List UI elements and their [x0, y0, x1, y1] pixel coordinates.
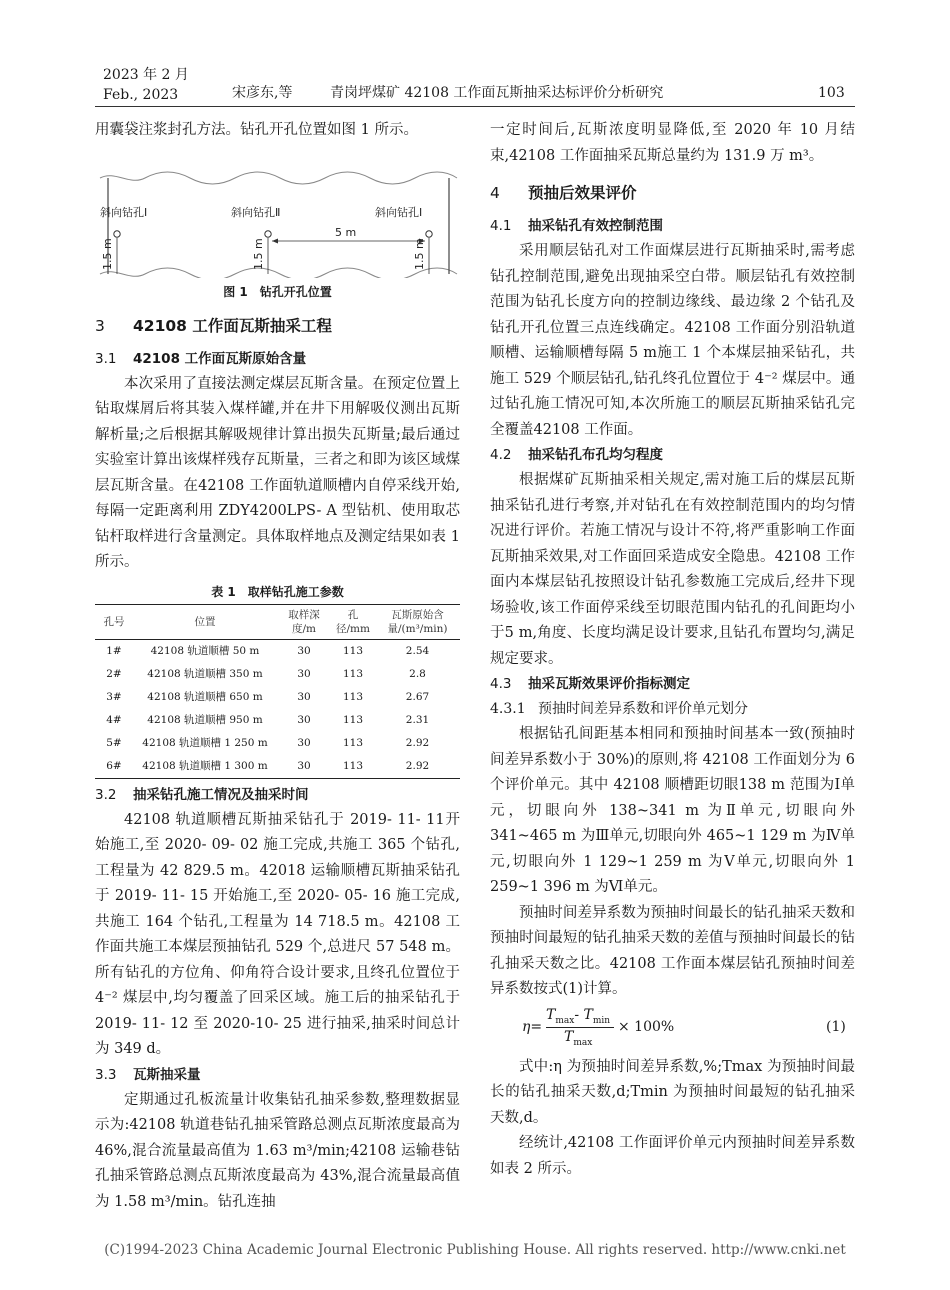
table-cell: 42108 轨道顺槽 950 m — [147, 714, 263, 726]
table-cell: 113 — [342, 645, 364, 657]
borehole-2 — [265, 230, 271, 236]
equation-1 — [490, 1007, 855, 1053]
table-row — [95, 663, 460, 686]
table-header-row — [95, 604, 460, 639]
table-cell: 113 — [331, 755, 375, 779]
table-header-cell: 孔径/mm — [331, 604, 375, 639]
eq-term: - T — [574, 1006, 593, 1023]
section-3-heading — [95, 314, 460, 339]
table-cell: 30 — [277, 755, 331, 779]
table-cell: 30 — [297, 691, 311, 703]
table-cell: 42108 轨道顺槽 1 250 m — [142, 737, 268, 749]
table-cell: 2# — [106, 668, 122, 680]
table-cell: 6# — [95, 755, 133, 779]
table-1-caption: 表 1 取样钻孔施工参数 — [211, 584, 344, 599]
table-row — [95, 709, 460, 732]
equation-lhs: η= — [522, 1018, 543, 1035]
section-title: 抽采钻孔施工情况及抽采时间 — [133, 786, 309, 803]
label-height-2: 1.5 m — [252, 237, 265, 270]
label-height-1: 1.5 m — [101, 237, 114, 270]
label-spacing: 5 m — [335, 225, 357, 239]
paragraph: 42108 轨道顺槽瓦斯抽采钻孔于 2019- 11- 11开始施工,至 2020- 09- 02 施工完成,共施工 365 个钻孔,工程量为 42 829.5 m。42018 运输顺槽瓦斯抽采钻孔于 2019- 11- 15 开始施工,至 2020- 05- 16 施工完成,共施工 164 个钻孔,工程量为 14 718.5 m。42108 工作面共施工本煤层预抽钻孔 529 个,总进尺 57 548 m。所有钻孔的方位角、仰角符合设计要求,且终孔位置位于 4⁻² 煤层中,均匀覆盖了回采区域。施工后的抽采钻孔于 2019- 11- 12 至 2020-10- 25 进行抽采,抽采时间总计为 349 d。 — [95, 811, 460, 1057]
table-row — [95, 639, 460, 663]
eq-sub: max — [573, 1037, 593, 1048]
header-title: 青岗坪煤矿 42108 工作面瓦斯抽采达标评价分析研究 — [330, 85, 664, 101]
equation-denominator — [564, 1029, 592, 1048]
section-number: 3 — [95, 316, 105, 335]
section-title: 预抽后效果评价 — [528, 184, 637, 202]
borehole-diagram — [95, 146, 460, 278]
paragraph: 根据钻孔间距基本相同和预抽时间基本一致(预抽时间差异系数小于 30%)的原则,将 42108 工作面划分为 6 个评价单元。其中 42108 顺槽距切眼138 m 范围为Ⅰ单元，切眼向外 138~341 m 为Ⅱ单元,切眼向外 341~465 m 为Ⅲ单元,切眼向外 465~1 129 m 为Ⅳ单元,切眼向外 1 129~1 259 m 为Ⅴ单元,切眼向外 1 259~1 396 m 为Ⅵ单元。 — [490, 726, 855, 895]
section-3-1-heading — [95, 347, 460, 372]
header-date-cn: 2023 年 2 月 — [103, 67, 189, 83]
table-cell: 30 — [297, 737, 311, 749]
paragraph: 用囊袋注浆封孔方法。钻孔开孔位置如图 1 所示。 — [95, 122, 418, 138]
figure-1-caption: 图 1 钻孔开孔位置 — [223, 284, 332, 299]
table-cell: 113 — [342, 714, 364, 726]
section-3-2-heading — [95, 783, 460, 808]
table-header-cell: 取样深度/m — [277, 604, 331, 639]
equation-multiplier: × 100% — [618, 1018, 675, 1035]
paragraph: 本次采用了直接法测定煤层瓦斯含量。在预定位置上钻取煤屑后将其装入煤样罐,并在井下用解吸仪测出瓦斯解析量;之后根据其解吸规律计算出损失瓦斯量;最后通过实验室计算出该煤样残存瓦斯量，三者之和即为该区域煤层瓦斯含量。在42108 工作面轨道顺槽内自停采线开始,每隔一定距离利用 ZDY4200LPS- A 型钻机、使用取芯钻杆取样进行含量测定。具体取样地点及测定结果如表 1所示。 — [95, 375, 460, 570]
table-header-cell: 孔号 — [95, 604, 133, 639]
table-row — [95, 755, 460, 779]
table-cell: 113 — [342, 691, 364, 703]
table-1 — [95, 604, 460, 779]
eq-term: T — [564, 1028, 574, 1045]
section-4-1-heading — [490, 214, 855, 239]
section-number: 3.3 — [95, 1066, 117, 1083]
section-title: 抽采钻孔布孔均匀程度 — [528, 447, 663, 463]
section-number: 4 — [490, 184, 500, 202]
section-number: 4.3.1 — [490, 701, 526, 717]
section-title: 预抽时间差异系数和评价单元划分 — [538, 701, 748, 717]
paragraph: 一定时间后,瓦斯浓度明显降低,至 2020 年 10 月结束,42108 工作面抽采瓦斯总量约为 131.9 万 m³。 — [490, 122, 855, 164]
copyright-footer: (C)1994-2023 China Academic Journal Electronic Publishing House. All rights reserved. http://www.cnki.net — [104, 1242, 846, 1258]
figure-1 — [95, 146, 460, 278]
table-cell: 42108 轨道顺槽 1 300 m — [133, 755, 277, 779]
eq-term: T — [546, 1006, 556, 1023]
table-cell: 2.92 — [375, 755, 460, 779]
paragraph: 预抽时间差异系数为预抽时间最长的钻孔抽采天数和预抽时间最短的钻孔抽采天数的差值与预抽时间最长的钻孔抽采天数之比。42108 工作面本煤层钻孔预抽时间差异系数按式(1)计算。 — [490, 904, 855, 997]
table-header-cell: 位置 — [133, 604, 277, 639]
paragraph: 采用顺层钻孔对工作面煤层进行瓦斯抽采时,需考虑钻孔控制范围,避免出现抽采空白带。顺层钻孔有效控制范围为钻孔长度方向的控制边缘线、最边缘 2 个钻孔及钻孔开孔位置三点连线确定。42108 工作面分别沿轨道顺槽、运输顺槽每隔 5 m施工 1 个本煤层抽采钻孔，共施工 529 个顺层钻孔,钻孔终孔位置位于 4⁻² 煤层中。通过钻孔施工情况可知,本次所施工的顺层瓦斯抽采钻孔完全覆盖42108 工作面。 — [490, 243, 855, 438]
left-column — [95, 118, 460, 1215]
bottom-edge — [100, 268, 457, 278]
table-cell: 30 — [297, 714, 311, 726]
borehole-3 — [426, 230, 432, 236]
eq-sub: max — [555, 1015, 575, 1026]
section-4-heading — [490, 181, 855, 206]
section-number: 3.1 — [95, 350, 117, 367]
table-cell: 1# — [106, 645, 122, 657]
section-title: 抽采瓦斯效果评价指标测定 — [528, 676, 690, 692]
section-number: 4.1 — [490, 218, 512, 234]
right-column — [490, 118, 855, 1182]
table-cell: 113 — [342, 668, 364, 680]
header-date-en: Feb., 2023 — [103, 87, 179, 103]
section-title: 抽采钻孔有效控制范围 — [528, 218, 663, 234]
table-cell: 30 — [297, 645, 311, 657]
table-cell: 2.54 — [405, 645, 430, 657]
table-cell: 3# — [106, 691, 122, 703]
borehole-1 — [114, 230, 120, 236]
table-cell: 2.67 — [405, 691, 430, 703]
section-title: 42108 工作面瓦斯原始含量 — [133, 350, 307, 367]
label-borehole-1: 斜向钻孔Ⅰ — [100, 205, 148, 219]
table-cell: 5# — [106, 737, 122, 749]
label-borehole-2: 斜向钻孔Ⅱ — [231, 205, 281, 219]
table-cell: 113 — [342, 737, 364, 749]
eq-sub: min — [592, 1015, 611, 1026]
fraction-bar — [546, 1027, 614, 1028]
arrow-left — [272, 238, 278, 243]
table-cell: 2.8 — [409, 668, 426, 680]
table-cell: 30 — [297, 668, 311, 680]
paragraph: 定期通过孔板流量计收集钻孔抽采参数,整理数据显示为:42108 轨道巷钻孔抽采管路总测点瓦斯浓度最高为 46%,混合流量最高值为 1.63 m³/min;42108 运输巷钻孔抽采管路总测点瓦斯浓度最高为 43%,混合流量最高值为 1.58 m³/min。钻孔连抽 — [95, 1091, 460, 1210]
header-rule — [95, 106, 855, 107]
section-number: 4.3 — [490, 676, 512, 692]
section-3-3-heading — [95, 1063, 460, 1088]
section-4-2-heading — [490, 443, 855, 468]
paragraph: 式中:η 为预抽时间差异系数,%;Tmax 为预抽时间最长的钻孔抽采天数,d;Tmin 为预抽时间最短的钻孔抽采天数,d。 — [490, 1058, 855, 1126]
paragraph: 经统计,42108 工作面评价单元内预抽时间差异系数如表 2 所示。 — [490, 1135, 855, 1177]
table-row — [95, 732, 460, 755]
label-height-3: 1.5 m — [413, 237, 426, 270]
equation-numerator — [546, 1007, 610, 1026]
header-authors: 宋彦东,等 — [232, 85, 293, 101]
table-cell: 42108 轨道顺槽 50 m — [150, 645, 260, 657]
section-title: 42108 工作面瓦斯抽采工程 — [133, 316, 332, 335]
table-header-cell: 瓦斯原始含量/(m³/min) — [375, 604, 460, 639]
label-borehole-3: 斜向钻孔Ⅰ — [375, 205, 423, 219]
equation-label: (1) — [826, 1018, 846, 1035]
table-cell: 42108 轨道顺槽 650 m — [147, 691, 263, 703]
table-row — [95, 686, 460, 709]
paragraph: 根据煤矿瓦斯抽采相关规定,需对施工后的煤层瓦斯抽采钻孔进行考察,并对钻孔在有效控制范围内的均匀情况进行评价。若施工情况与设计不符,将严重影响工作面瓦斯抽采效果,对工作面回采造成安全隐患。42108 工作面内本煤层钻孔按照设计钻孔参数施工完成后,经井下现场验收,该工作面停采线至切眼范围内钻孔的孔间距均小于5 m,角度、长度均满足设计要求,且钻孔布置均匀,满足规定要求。 — [490, 472, 855, 667]
page-number: 103 — [818, 85, 845, 101]
section-title: 瓦斯抽采量 — [133, 1066, 201, 1083]
top-edge — [100, 172, 457, 184]
table-cell: 42108 轨道顺槽 350 m — [147, 668, 263, 680]
section-4-3-1-heading — [490, 697, 855, 722]
section-number: 3.2 — [95, 786, 117, 803]
table-cell: 2.92 — [405, 737, 430, 749]
section-4-3-heading — [490, 672, 855, 697]
section-number: 4.2 — [490, 447, 512, 463]
table-cell: 2.31 — [405, 714, 430, 726]
table-cell: 4# — [106, 714, 122, 726]
